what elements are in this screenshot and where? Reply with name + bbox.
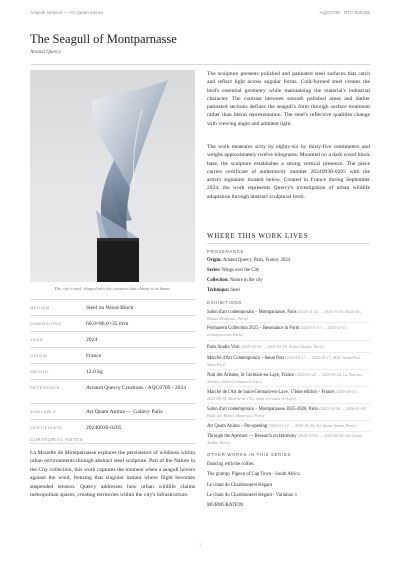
exhibition-name: Salon d'art contemporain – Montparnasse 2025-2026, Paris <box>207 407 319 412</box>
exhibition-meta: (2026-03-05 → 2026-04-30, Art Quam Anima, Paris) <box>207 433 362 446</box>
exhibition-divider <box>207 340 370 341</box>
exhibition-meta: (2025-12-26 → 2026-01-04, Halle des Blancs Manteaux, Paris) <box>207 406 367 419</box>
exhibition-meta: (2025-02-10 → 2025-02-18, Artist's Studio, Paris) <box>240 344 324 349</box>
exhibition-divider <box>207 369 370 370</box>
exhibition-meta: (2025-05-24 → 2025-05-24, La Nuit des Artistes, Saint-Germain-en-Laye) <box>207 372 362 385</box>
exhibition-item[interactable] <box>207 372 370 387</box>
spec-value: 60.0×86.0×35.0cm <box>86 321 129 327</box>
provenance-collection <box>207 278 370 283</box>
provenance-technique <box>207 288 370 293</box>
where-heading: WHERE THIS WORK LIVES <box>207 232 309 240</box>
spec-label: YEAR <box>30 337 44 342</box>
spec-row-reference <box>30 379 195 403</box>
exhibition-divider <box>207 352 370 353</box>
provenance-value: Nature in the city <box>230 278 263 283</box>
curatorial-text: La Mouette de Montparnasse explores the persistence of wildness within urban environments through abstract steel sculpture. Part of the Nature in the City collection, this work captures the moment when a seagull hovers against the wind, freezing that singular instant where flight becomes suspended tension. Quercy addresses how urban wildlife claims metropolitan spaces, creating territories within the city's infrastructure. <box>30 450 195 499</box>
exhibition-divider <box>207 420 370 421</box>
other-works-heading: OTHER WORKS IN THIS SERIES <box>207 452 292 457</box>
where-divider <box>207 243 370 244</box>
exhibition-item[interactable] <box>207 433 370 448</box>
provenance-series <box>207 268 370 273</box>
spec-row-medium <box>30 299 195 315</box>
exhibition-name: Marché de l'Art de Saint-Germain-en-Laye, 17ème édition – France <box>207 390 335 395</box>
spec-value: 2024 <box>86 337 98 343</box>
spec-label: REFERENCE <box>30 385 61 390</box>
provenance-key: Origin: <box>207 258 222 263</box>
sculpture-illustration <box>30 70 195 282</box>
spec-value: Steel on Wood Block <box>86 305 134 311</box>
spec-table <box>30 299 195 435</box>
exhibition-meta: (2025-06-14 → 2025-06-14, Marché de l'Art, Saint-Germain-en-Laye) <box>207 389 361 402</box>
top-meta <box>30 10 370 20</box>
breadcrumb: Artwork Notices — Art Quam Anima <box>30 10 103 15</box>
provenance-heading: PROVENANCE <box>207 249 245 254</box>
provenance-key: Collection: <box>207 278 229 283</box>
spec-value: 20240930-0205 <box>86 425 122 431</box>
spec-value: France <box>86 353 102 359</box>
provenance-value: Steel <box>230 288 240 293</box>
exhibition-name: Permanent Collection 2025 – Resonance in Form <box>207 326 300 331</box>
exhibition-name: Paris Studio Visit <box>207 345 240 350</box>
other-work-link[interactable]: Dancing with the collier. <box>207 462 255 467</box>
exhibition-divider <box>207 322 370 323</box>
spec-label: AVAILABLE <box>30 409 57 414</box>
spec-label: CERTIFICATE <box>30 425 63 430</box>
exhibition-meta: (2025-01-01 → 2025-12-31, artmajeur.com, Paris) <box>207 325 348 338</box>
spec-row-year <box>30 331 195 347</box>
provenance-value: Wings over the City <box>221 268 260 273</box>
exhibitions-heading: EXHIBITIONS <box>207 300 242 305</box>
exhibition-meta: (2025-05-17 → 2025-05-17, MAC Saint-Port, Saint-Port) <box>207 355 361 368</box>
spec-row-certificate <box>30 419 195 435</box>
spec-row-dimensions <box>30 315 195 331</box>
exhibition-name: Nuit des Artistes, St Germain-en-Laye, France <box>207 373 295 378</box>
exhibition-item[interactable] <box>207 344 370 351</box>
curatorial-divider <box>30 443 195 444</box>
spec-label: ORIGIN <box>30 353 48 358</box>
spec-value: Arnaud Quercy Creations / AQC0709 / 2024 <box>86 385 187 391</box>
page-title: The Seagull of Montparnasse <box>30 32 177 46</box>
exhibition-item[interactable] <box>207 325 370 340</box>
exhibition-divider <box>207 403 370 404</box>
artwork-image <box>30 70 195 282</box>
other-work-link[interactable]: Le chant du Chardonneret élégant - Variation 1 <box>207 493 298 498</box>
image-caption: The city's steel, shaped into the creature that claims it as home. <box>54 286 171 291</box>
exhibition-divider <box>207 386 370 387</box>
other-work-link[interactable]: MURMURATION <box>207 503 244 508</box>
exhibition-meta: (2026-01-12 → 2026-01-30, Art Quam Anima, Paris) <box>268 423 357 428</box>
exhibition-meta: (2024-11-26 → 2025-01-05, Halle des Blancs Manteaux, Paris) <box>207 309 361 322</box>
artist-name: Arnaud Quercy <box>30 50 61 55</box>
exhibition-name: Art Quam Anima – Pre-opening <box>207 424 268 429</box>
provenance-key: Technique: <box>207 288 230 293</box>
exhibition-item[interactable] <box>207 355 370 370</box>
other-work-link[interactable]: The grumpy Pigeon of Cap Town - South Africa <box>207 472 300 477</box>
curatorial-heading: CURATORIAL NOTES <box>30 437 84 442</box>
spec-row-origin <box>30 347 195 363</box>
exhibition-name: Marché d'Art Contemporain – Senat Port <box>207 356 285 361</box>
exhibition-item[interactable] <box>207 423 370 430</box>
reference-code: AQC0709 · NTC-000206 <box>319 10 370 15</box>
spec-row-weight <box>30 363 195 379</box>
provenance-key: Series: <box>207 268 221 273</box>
exhibition-item[interactable] <box>207 406 370 421</box>
spec-label: MEDIUM <box>30 305 50 310</box>
exhibition-name: Through the Aperture — Research on Harmony <box>207 434 297 439</box>
spec-label: DIMENSIONS <box>30 321 62 326</box>
spec-row-available <box>30 403 195 419</box>
spec-value: 12.0 kg <box>86 369 103 375</box>
description-paragraph-1: The sculpture presents polished and patinated steel surfaces that catch and reflect light across angular forms. Cold-formed steel creates the bird's essential geometry while maintaining the material's industrial character. The contrast between smooth polished areas and darker patinated sections defines the seagull's form through surface treatment rather than literal representation. The steel's reflective qualities change with viewing angle and ambient light. <box>207 71 370 127</box>
other-work-link[interactable]: Le chant du Chardonneret élégant <box>207 483 272 488</box>
provenance-origin <box>207 258 370 263</box>
header-divider <box>30 64 370 65</box>
page-number: 1 <box>198 542 202 547</box>
exhibition-divider <box>207 431 370 432</box>
exhibition-name: Salon d'art contemporain – Montparnasse, Paris <box>207 310 297 315</box>
description-paragraph-2: The work measures sixty by eighty-six by thirty-five centimeters and weighs approximately twelve kilograms. Mounted on a dark wood block base, the sculpture establishes a strong vertical presence. The piece carries certificate of authenticity number 20240930-0205 with the artist's signature located below. Created in France during September 2024, the work represents Quercy's investigation of urban wildlife adaptation through abstract sculptural form. <box>207 144 370 200</box>
spec-value: Art Quam Anima — Gallery Paris <box>86 409 163 415</box>
spec-label: WEIGHT <box>30 369 50 374</box>
provenance-value: Arnaud Quercy, Paris, France, 2024 <box>222 258 291 263</box>
exhibition-item[interactable] <box>207 389 370 404</box>
